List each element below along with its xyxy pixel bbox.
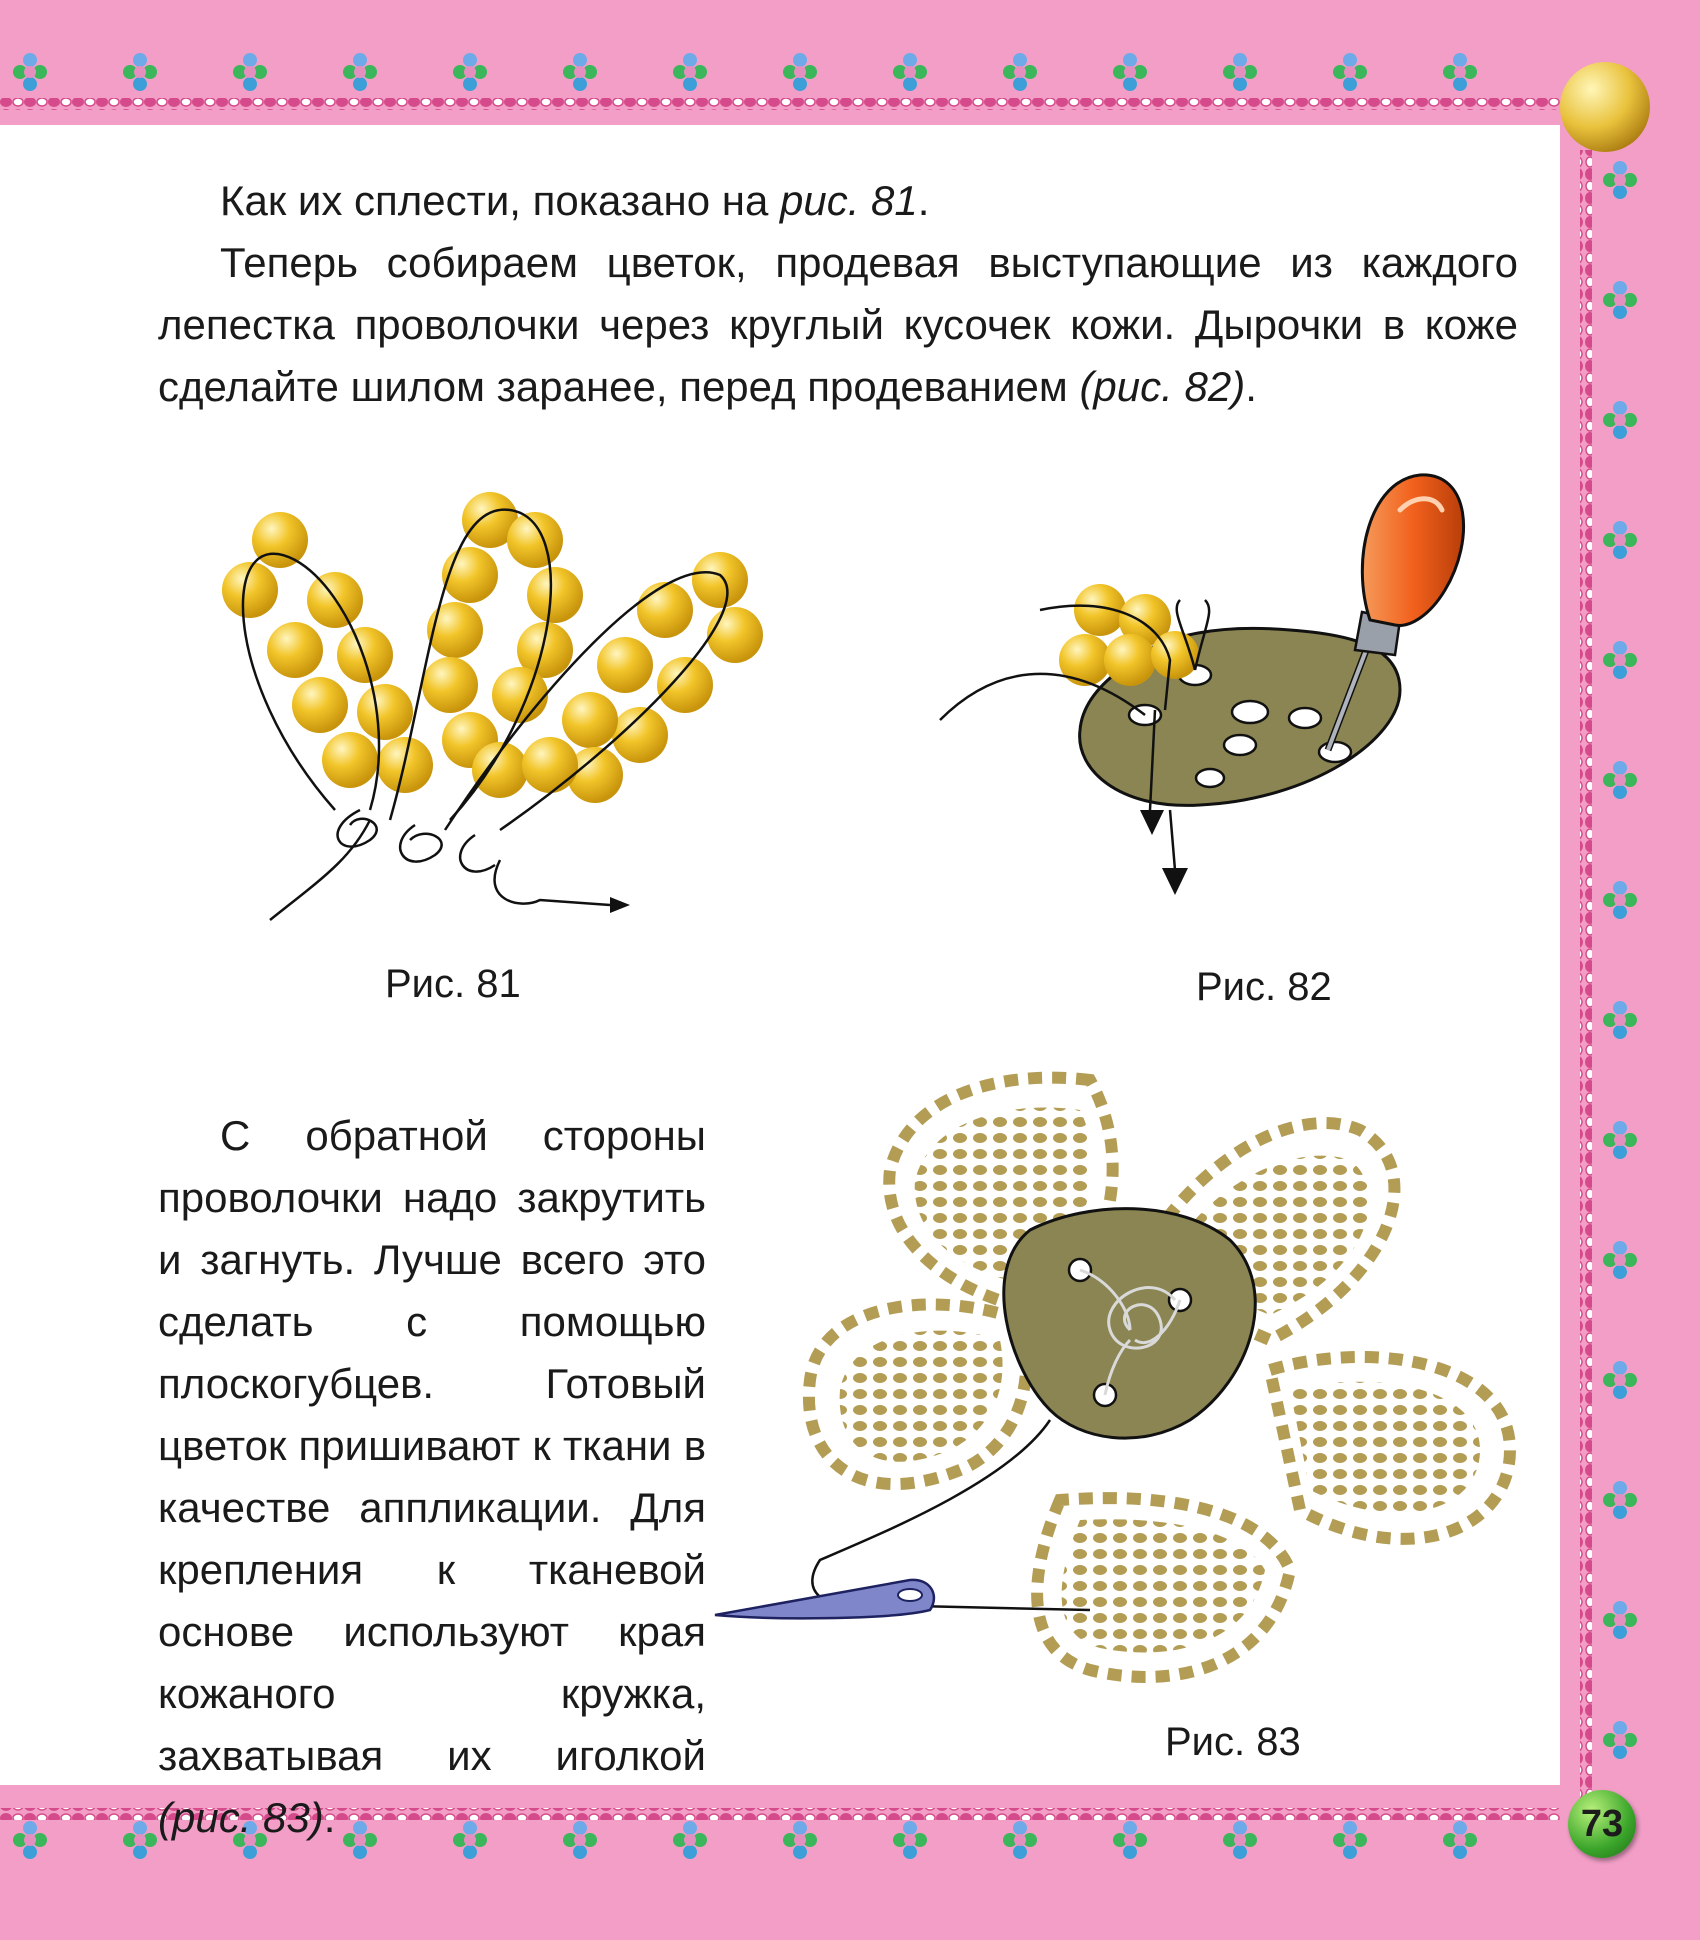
figure-82-leather-disc-awl [930, 450, 1490, 950]
side-text [158, 1105, 706, 1849]
paragraph-3: С обратной стороны проволочки надо закрутить и загнуть. Лучше всего это сделать с помощью плоскогубцев. Готовый цветок пришивают к ткани в качестве аппликации. Для крепления к тканевой основе используют края кожаного кружка, захватывая их иголкой (рис. 83). [158, 1112, 706, 1841]
top-text [158, 170, 1518, 418]
caption-figure-83: Рис. 83 [1165, 1720, 1301, 1764]
figure-reference: (рис. 82) [1079, 363, 1246, 410]
gold-bead-corner-decoration [1560, 62, 1650, 152]
figure-83-flower-with-needle [710, 1050, 1550, 1710]
page-number-badge: 73 [1568, 1790, 1636, 1858]
caption-figure-81: Рис. 81 [385, 962, 521, 1006]
figure-reference: рис. 81 [780, 177, 918, 224]
caption-figure-82: Рис. 82 [1196, 965, 1332, 1009]
figure-81-beaded-petals [200, 480, 800, 950]
paragraph-1: Как их сплести, показано на рис. 81. [220, 177, 930, 224]
figure-reference: (рис. 83) [158, 1794, 324, 1841]
paragraph-2: Теперь собираем цветок, продевая выступающие из каждого лепестка проволочки через круглый кусочек кожи. Дырочки в коже сделайте шилом заранее, перед продеванием (рис. 82). [158, 239, 1518, 410]
